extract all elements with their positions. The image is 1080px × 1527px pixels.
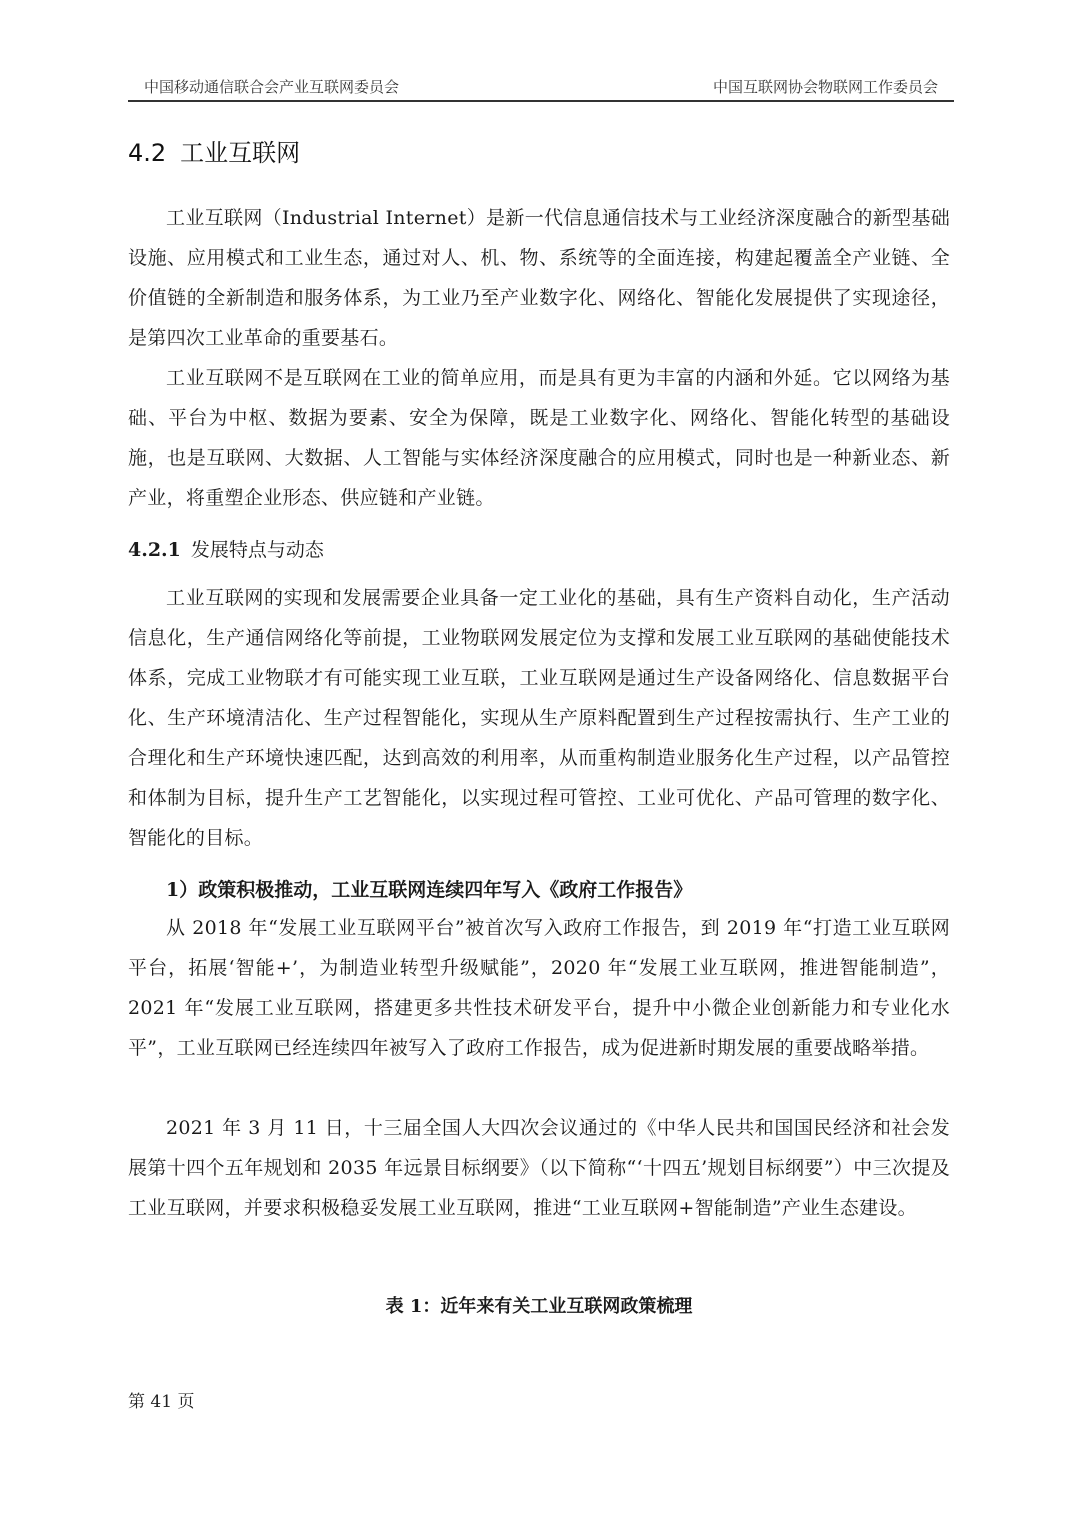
- paragraph-five-year-plan: 2021 年 3 月 11 日，十三届全国人大四次会议通过的《中华人民共和国国民经济和社会发展第十四个五年规划和 2035 年远景目标纲要》（以下简称“‘十四五’规划目标纲要”）中三次提及工业互联网，并要求积极稳妥发展工业互联网，推进“工业互联网+智能制造”产业生态建设。: [128, 1117, 950, 1219]
- policy-heading: 1）政策积极推动，工业互联网连续四年写入《政府工作报告》: [166, 879, 693, 901]
- paragraph-definition: 工业互联网（Industrial Internet）是新一代信息通信技术与工业经济深度融合的新型基础设施、应用模式和工业生态，通过对人、机、物、系统等的全面连接，构建起覆盖全产业链、全价值链的全新制造和服务体系，为工业乃至产业数字化、网络化、智能化发展提供了实现途径，是第四次工业革命的重要基石。: [128, 207, 950, 349]
- section-heading: [128, 136, 300, 170]
- subsection-heading: [128, 534, 324, 566]
- subsection-title-text: 发展特点与动态: [190, 539, 324, 561]
- page-header: [128, 74, 954, 102]
- table-caption: 表 1：近年来有关工业互联网政策梳理: [385, 1296, 693, 1317]
- header-right-org: 中国互联网协会物联网工作委员会: [712, 78, 938, 96]
- subsection-number: 4.2.1: [128, 539, 181, 561]
- paragraph-development: 工业互联网的实现和发展需要企业具备一定工业化的基础，具有生产资料自动化，生产活动信息化，生产通信网络化等前提，工业物联网发展定位为支撑和发展工业互联网的基础使能技术体系，完成工业物联才有可能实现工业互联，工业互联网是通过生产设备网络化、信息数据平台化、生产环境清洁化、生产过程智能化，实现从生产原料配置到生产过程按需执行、生产工业的合理化和生产环境快速匹配，达到高效的利用率，从而重构制造业服务化生产过程，以产品管控和体制为目标，提升生产工艺智能化，以实现过程可管控、工业可优化、产品可管理的数字化、智能化的目标。: [128, 587, 950, 849]
- page-number: 第 41 页: [128, 1392, 195, 1412]
- section-title-text: 工业互联网: [180, 139, 301, 167]
- paragraph-government-report: 从 2018 年“发展工业互联网平台”被首次写入政府工作报告，到 2019 年“打造工业互联网平台，拓展‘智能+’，为制造业转型升级赋能”，2020 年“发展工业互联网，推进智能制造”，2021 年“发展工业互联网，搭建更多共性技术研发平台，提升中小微企业创新能力和专业化水平”，工业互联网已经连续四年被写入了政府工作报告，成为促进新时期发展的重要战略举措。: [128, 917, 950, 1059]
- section-number: 4.2: [128, 139, 167, 167]
- paragraph-connotation: 工业互联网不是互联网在工业的简单应用，而是具有更为丰富的内涵和外延。它以网络为基础、平台为中枢、数据为要素、安全为保障，既是工业数字化、网络化、智能化转型的基础设施，也是互联网、大数据、人工智能与实体经济深度融合的应用模式，同时也是一种新业态、新产业，将重塑企业形态、供应链和产业链。: [128, 367, 950, 509]
- header-left-org: 中国移动通信联合会产业互联网委员会: [144, 78, 400, 96]
